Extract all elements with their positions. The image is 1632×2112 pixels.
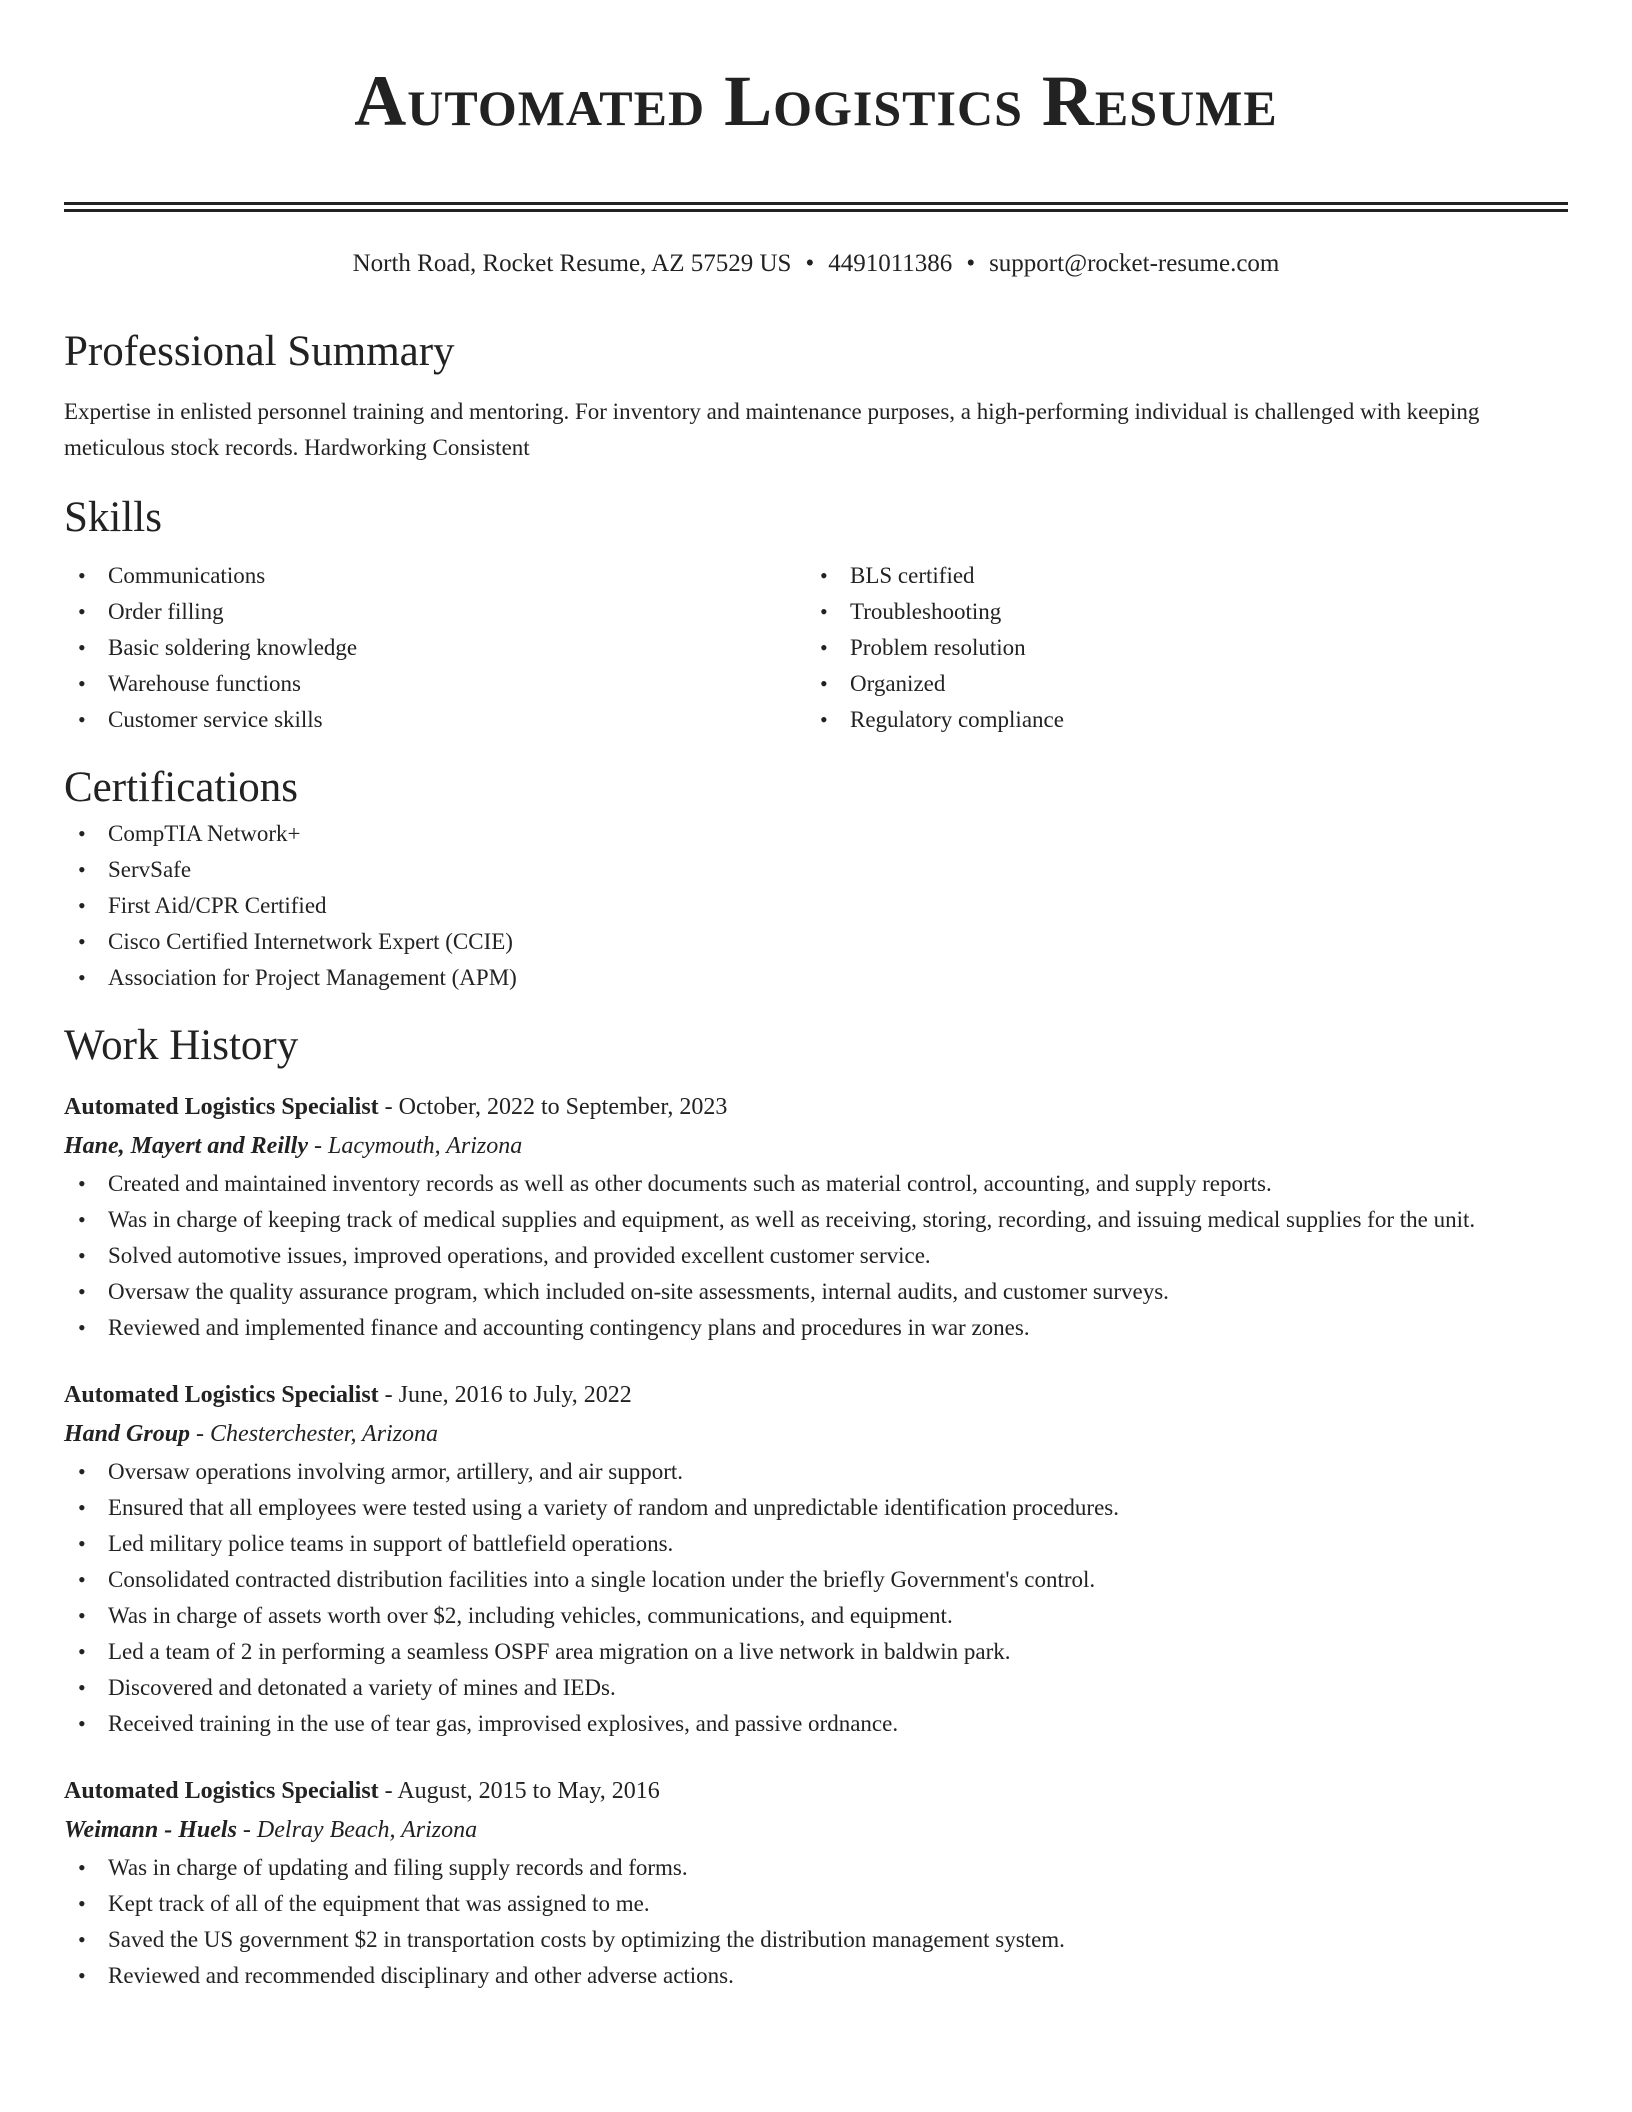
job-entry — [64, 1088, 1568, 1346]
certification-item: • CompTIA Network+ — [64, 816, 1568, 852]
contact-separator: • — [966, 250, 976, 277]
skill-item: • Problem resolution — [806, 630, 1548, 666]
job-duty: • Led a team of 2 in performing a seamless OSPF area migration on a live network in baldwin park. — [64, 1634, 1568, 1670]
job-duty: • Kept track of all of the equipment that was assigned to me. — [64, 1886, 1568, 1922]
job-title-line — [64, 1772, 1568, 1810]
skills-columns — [64, 558, 1568, 738]
job-dates: June, 2016 to July, 2022 — [398, 1382, 632, 1408]
job-duty: • Led military police teams in support of battlefield operations. — [64, 1526, 1568, 1562]
job-duty: • Was in charge of updating and filing supply records and forms. — [64, 1850, 1568, 1886]
certification-item: • ServSafe — [64, 852, 1568, 888]
skills-column-left — [64, 558, 806, 738]
skill-item: • Basic soldering knowledge — [64, 630, 806, 666]
job-dates: August, 2015 to May, 2016 — [397, 1778, 660, 1804]
job-duties-list — [64, 1166, 1568, 1346]
job-title-line — [64, 1088, 1568, 1126]
skill-item: • Communications — [64, 558, 806, 594]
certifications-heading: Certifications — [64, 764, 299, 811]
skill-item: • Troubleshooting — [806, 594, 1548, 630]
skill-item: • Customer service skills — [64, 702, 806, 738]
contact-address: North Road, Rocket Resume, AZ 57529 US — [352, 250, 792, 277]
job-role: Automated Logistics Specialist — [64, 1382, 379, 1408]
contact-phone: 4491011386 — [828, 250, 953, 277]
job-duties-list — [64, 1850, 1568, 1994]
job-company-line — [64, 1810, 1568, 1850]
job-duty: • Discovered and detonated a variety of mines and IEDs. — [64, 1670, 1568, 1706]
skill-item: • Order filling — [64, 594, 806, 630]
job-location: Delray Beach, Arizona — [256, 1817, 478, 1843]
job-dash: - — [236, 1817, 257, 1843]
certification-item: • First Aid/CPR Certified — [64, 888, 1568, 924]
job-title-line — [64, 1376, 1568, 1414]
job-dash: - — [378, 1094, 399, 1120]
summary-text: Expertise in enlisted personnel training and mentoring. For inventory and maintenance purposes, a high-performing individual is challenged with keeping meticulous stock records. Hardworking Consistent — [64, 399, 1480, 460]
job-dates: October, 2022 to September, 2023 — [398, 1094, 728, 1120]
title-divider — [64, 202, 1568, 212]
skill-item: • Warehouse functions — [64, 666, 806, 702]
job-role: Automated Logistics Specialist — [64, 1778, 379, 1804]
job-location: Chesterchester, Arizona — [210, 1421, 439, 1447]
job-duty: • Ensured that all employees were tested using a variety of random and unpredictable identification procedures. — [64, 1490, 1568, 1526]
job-company: Weimann - Huels — [64, 1817, 237, 1843]
job-duty: • Reviewed and implemented finance and accounting contingency plans and procedures in war zones. — [64, 1310, 1568, 1346]
job-company: Hane, Mayert and Reilly — [64, 1133, 308, 1159]
work-history-heading: Work History — [64, 1022, 299, 1069]
resume-title: Automated Logistics Resume — [354, 61, 1278, 141]
job-duties-list — [64, 1454, 1568, 1742]
skills-list-right — [806, 558, 1548, 738]
skill-item: • BLS certified — [806, 558, 1548, 594]
job-dash: - — [378, 1382, 399, 1408]
contact-separator: • — [805, 250, 815, 277]
job-role: Automated Logistics Specialist — [64, 1094, 379, 1120]
certifications-list — [64, 816, 1568, 996]
certification-item: • Cisco Certified Internetwork Expert (CCIE) — [64, 924, 1568, 960]
job-duty: • Created and maintained inventory records as well as other documents such as material control, accounting, and supply reports. — [64, 1166, 1568, 1202]
job-duty: • Oversaw the quality assurance program, which included on-site assessments, internal audits, and customer surveys. — [64, 1274, 1568, 1310]
job-duty: • Saved the US government $2 in transportation costs by optimizing the distribution management system. — [64, 1922, 1568, 1958]
contact-line — [64, 248, 1568, 280]
job-duty: • Oversaw operations involving armor, artillery, and air support. — [64, 1454, 1568, 1490]
job-company-line — [64, 1414, 1568, 1454]
skills-heading: Skills — [64, 494, 162, 541]
job-duty: • Was in charge of keeping track of medical supplies and equipment, as well as receiving, storing, recording, and issuing medical supplies for the unit. — [64, 1202, 1568, 1238]
skill-item: • Regulatory compliance — [806, 702, 1548, 738]
summary-heading: Professional Summary — [64, 328, 455, 375]
job-location: Lacymouth, Arizona — [327, 1133, 523, 1159]
job-duty: • Solved automotive issues, improved operations, and provided excellent customer service. — [64, 1238, 1568, 1274]
contact-email: support@rocket-resume.com — [989, 250, 1280, 277]
job-dash: - — [307, 1133, 328, 1159]
job-dash: - — [190, 1421, 211, 1447]
job-duty: • Received training in the use of tear gas, improvised explosives, and passive ordnance. — [64, 1706, 1568, 1742]
skills-column-right — [806, 558, 1548, 738]
skill-item: • Organized — [806, 666, 1548, 702]
job-company: Hand Group — [64, 1421, 191, 1447]
certification-item: • Association for Project Management (APM) — [64, 960, 1568, 996]
job-company-line — [64, 1126, 1568, 1166]
job-entry — [64, 1376, 1568, 1742]
job-duty: • Consolidated contracted distribution facilities into a single location under the briefly Government's control. — [64, 1562, 1568, 1598]
job-duty: • Was in charge of assets worth over $2, including vehicles, communications, and equipment. — [64, 1598, 1568, 1634]
job-entry — [64, 1772, 1568, 1994]
job-dash: - — [378, 1778, 398, 1804]
job-duty: • Reviewed and recommended disciplinary and other adverse actions. — [64, 1958, 1568, 1994]
skills-list-left — [64, 558, 806, 738]
